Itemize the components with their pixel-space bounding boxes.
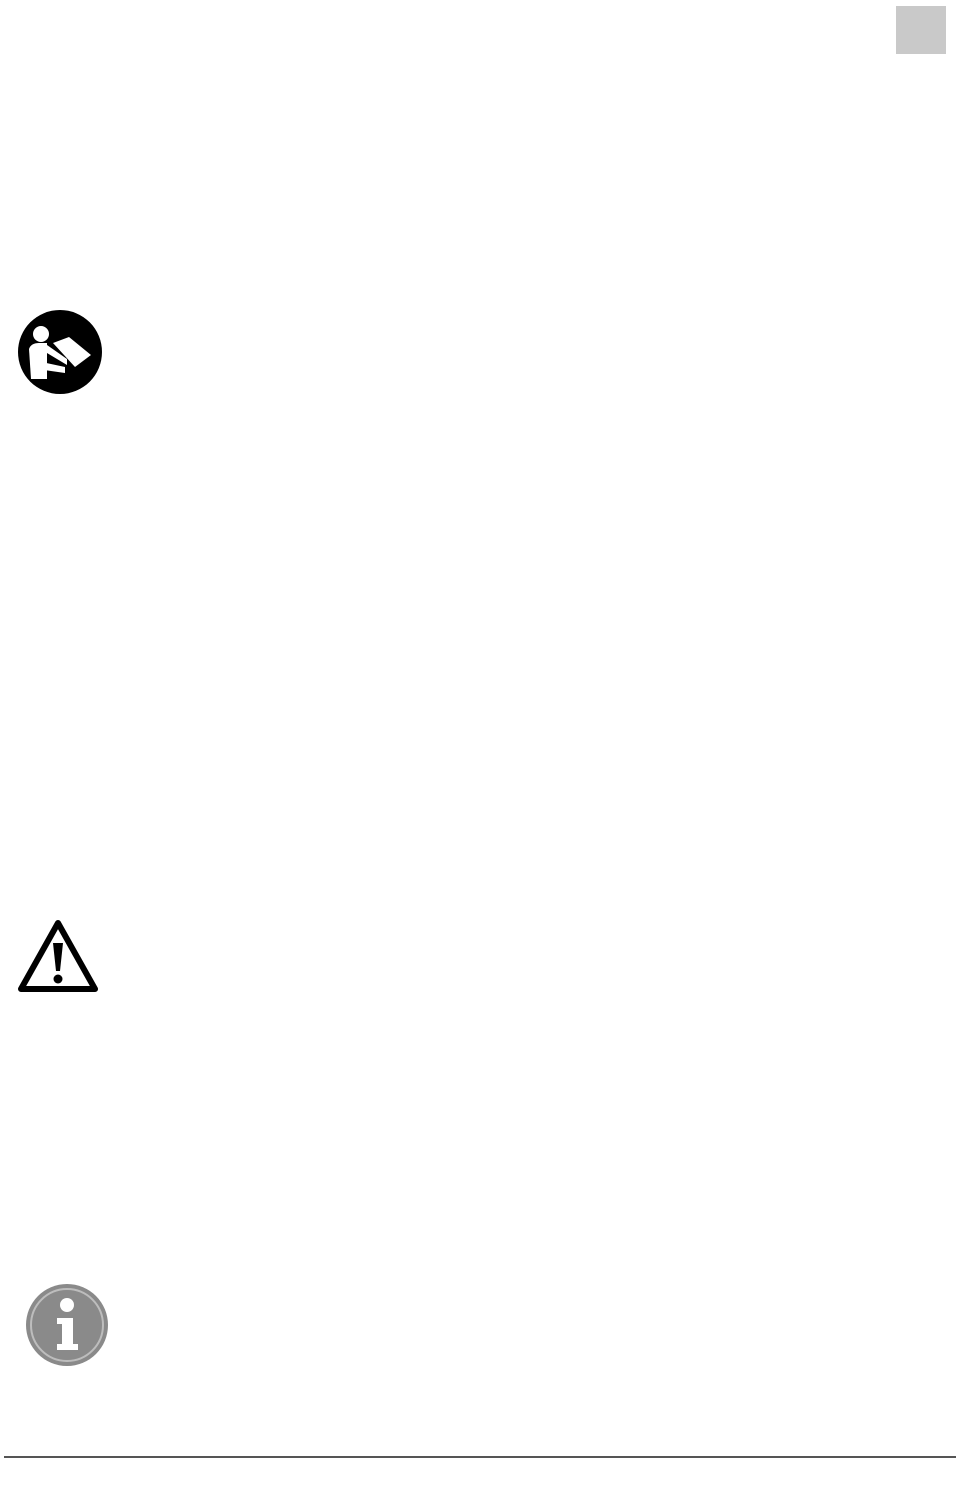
warning-triangle-icon — [17, 919, 99, 993]
footer-page-number — [411, 1460, 415, 1486]
info-icon — [24, 1282, 110, 1368]
read-manual-icon — [17, 309, 105, 395]
footer-divider — [4, 1456, 956, 1458]
powerplus-logo — [8, 4, 278, 50]
language-badge — [896, 6, 946, 54]
